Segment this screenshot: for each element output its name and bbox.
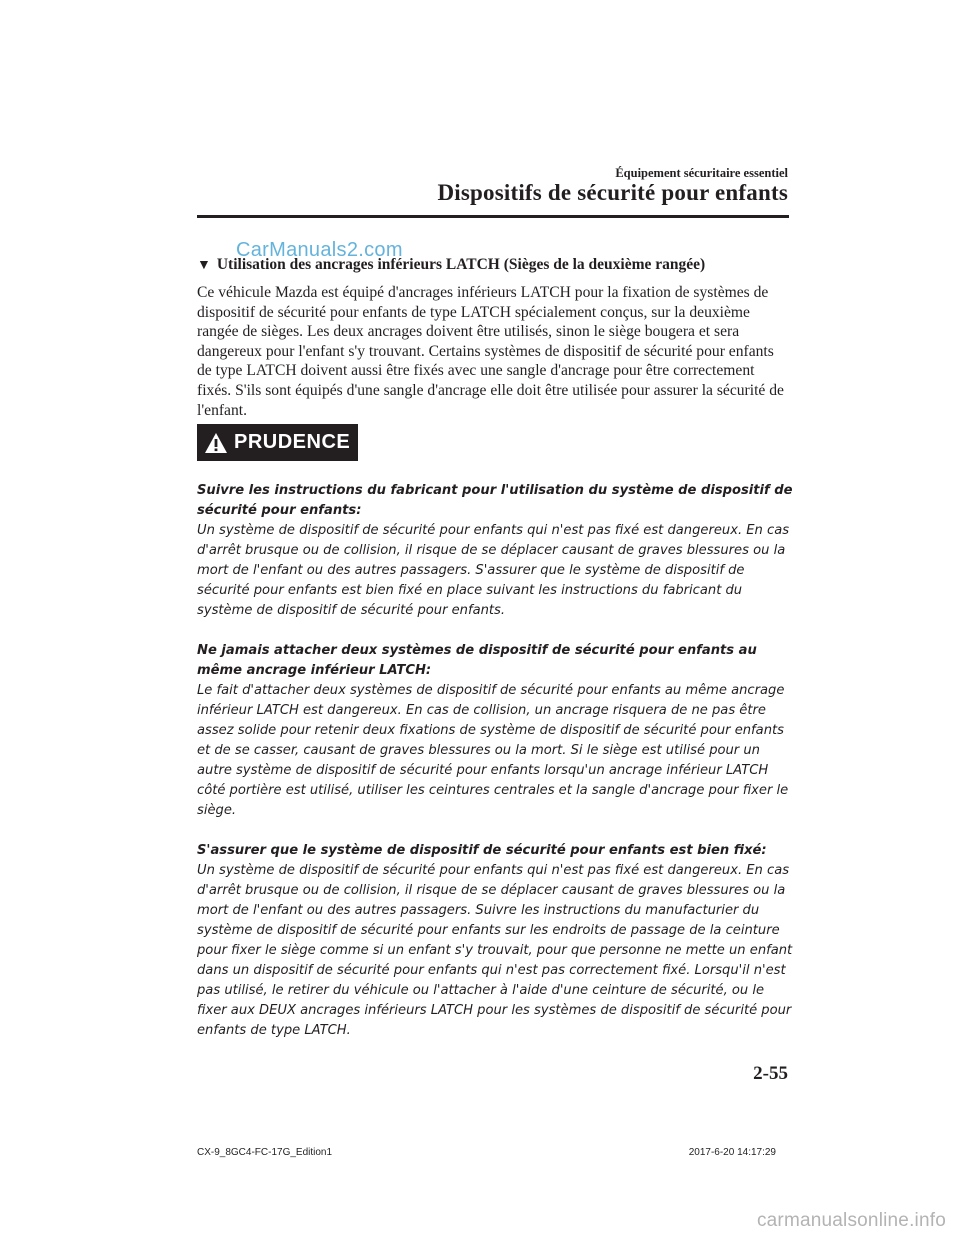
header-divider — [197, 215, 789, 218]
triangle-marker-icon: ▼ — [197, 258, 211, 273]
warning-text: Un système de dispositif de sécurité pour enfants qui n'est pas fixé est dangereux. En cas d'arrêt brusque ou de collision, il risque de se déplacer causant de graves blessures ou la mort de l'enfant ou des autres passagers. S'assurer que le système de dispositif de sécurité pour enfants est bien fixé en place suivant les instructions du fabricant du système de dispositif de sécurité pour enfants. — [197, 523, 790, 618]
warning-item — [197, 641, 797, 821]
warning-item — [197, 841, 797, 1041]
subheading-text: Utilisation des ancrages inférieurs LATCH (Sièges de la deuxième rangée) — [216, 256, 706, 273]
warning-title: Suivre les instructions du fabricant pour l'utilisation du système de dispositif de sécurité pour enfants: — [197, 483, 793, 518]
page-title: Dispositifs de sécurité pour enfants — [437, 180, 788, 205]
warning-triangle-icon — [204, 432, 228, 454]
warnings-list — [197, 481, 797, 1061]
warning-item — [197, 481, 797, 621]
watermark-top: CarManuals2.com — [236, 239, 403, 261]
section-header: Équipement sécuritaire essentiel — [615, 166, 788, 180]
footer-edition-code: CX-9_8GC4-FC-17G_Edition1 — [197, 1147, 333, 1158]
warning-title: S'assurer que le système de dispositif de sécurité pour enfants est bien fixé: — [197, 843, 767, 858]
page-number: 2-55 — [753, 1063, 788, 1084]
caution-label: PRUDENCE — [234, 431, 351, 453]
footer-timestamp: 2017-6-20 14:17:29 — [688, 1147, 776, 1158]
caution-badge — [197, 424, 358, 461]
warning-text: Un système de dispositif de sécurité pour enfants qui n'est pas fixé est dangereux. En cas d'arrêt brusque ou de collision, il risque de se déplacer causant de graves blessures ou la mort de l'enfant ou des autres passagers. Suivre les instructions du manufacturier du système de dispositif de sécurité pour enfants sur les endroits de passage de la ceinture pour fixer le siège comme si un enfant s'y trouvait, pour que personne ne mette un enfant dans un dispositif de sécurité pour enfants qui n'est pas correctement fixé. Lorsqu'il n'est pas utilisé, le retirer du véhicule ou l'attacher à l'aide d'une ceinture de sécurité, ou le fixer aux DEUX ancrages inférieurs LATCH pour les systèmes de dispositif de sécurité pour enfants de type LATCH. — [197, 863, 793, 1038]
warning-text: Le fait d'attacher deux systèmes de dispositif de sécurité pour enfants au même ancrage inférieur LATCH est dangereux. En cas de collision, un ancrage risquera de ne pas être assez solide pour retenir deux fixations de système de dispositif de sécurité pour enfants et de se casser, causant de graves blessures ou la mort. Si le siège est utilisé pour un autre système de dispositif de sécurité pour enfants lorsqu'un ancrage inférieur LATCH côté portière est utilisé, utiliser les ceintures centrales et la sangle d'ancrage pour fixer le siège. — [197, 683, 789, 818]
body-paragraph: Ce véhicule Mazda est équipé d'ancrages inférieurs LATCH pour la fixation de systèmes de dispositif de sécurité pour enfants de type LATCH spécialement conçus, sur la deuxième rangée de sièges. Les deux ancrages doivent être utilisés, sinon le siège bougera et sera dangereux pour l'enfant s'y trouvant. Certains systèmes de dispositif de sécurité pour enfants de type LATCH doivent aussi être fixés avec une sangle d'ancrage pour être correctement fixés. S'ils sont équipés d'une sangle d'ancrage elle doit être utilisée pour assurer la sécurité de l'enfant. — [197, 284, 784, 419]
watermark-bottom: carmanualsonline.info — [756, 1210, 946, 1231]
warning-title: Ne jamais attacher deux systèmes de dispositif de sécurité pour enfants au même ancrage inférieur LATCH: — [197, 643, 757, 678]
